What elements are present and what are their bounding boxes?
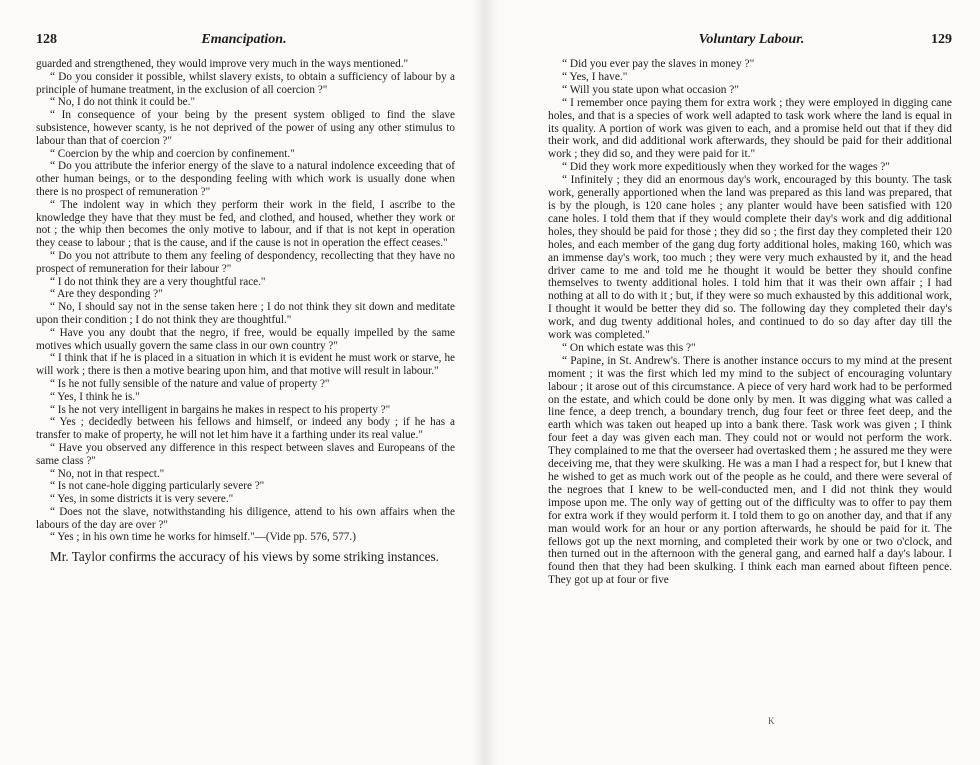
paragraph: “ Have you any doubt that the negro, if free, would be equally impelled by the same motives which usually govern the same class in our own country ?" [36,326,455,352]
right-page-body [548,58,952,587]
left-running-title: Emancipation. [201,32,287,47]
left-page [0,0,475,765]
right-page-number: 129 [930,32,952,47]
paragraph: “ I remember once paying them for extra work ; they were employed in digging cane holes, and that is a species of work well adapted to task work where the land is equal in its quality. A portion of work was given to each, and a promise held out that if they did their work, and did additional work afterwards, they should be paid for their additional work ; they did so, and they were paid for it." [548,96,952,161]
paragraph: “ I do not think they are a very thoughtful race." [50,275,266,288]
paragraph: “ No, I do not think it could be." [50,96,196,109]
paragraph: “ Papine, in St. Andrew's. There is another instance occurs to my mind at the present moment ; it was the first which led my mind to the subject of encouraging voluntary labour ; it arose out of this circumstance. A piece of very hard work had to be performed on the estate, and which could be done only by men. It was digging what was called a line fence, a deep trench, a boundary trench, dug four feet or three feet deep, and the earth which was taken out heaped up into a bank there. Task work was given ; I think four feet a day was given each man. They could not or would not perform the work. They complained to me that the overseer had overtasked them ; he assured me they were deceiving me, that they were skulking. He was a man I had a respect for, but I knew that he wished to get as much work out of the people as he could, and there were several of the negroes that I knew to be well-conducted men, and I did not think they would impose upon me. The only way of getting out of the difficulty was to offer to pay them for extra work if they would perform it. I told them to go on another day, and that if any man would work for an hour or any portion afterwards, he should be paid for it. The fellows got up the next morning, and completed their work by one or two o'clock, and then turned out in the afternoon with the general gang, and earned half a day's labour. I found then that they had been skulking. I think each man earned about fifteen pence. They got up at four or five [548,354,952,587]
signature-mark: K [768,716,775,726]
paragraph: “ Do you not attribute to them any feeling of despondency, recollecting that they have no prospect of remuneration for their labour ?" [36,249,455,275]
paragraph: “ Yes ; in his own time he works for himself."—(Vide pp. 576, 577.) [50,531,356,544]
paragraph: guarded and strengthened, they would improve very much in the ways mentioned." [36,58,409,70]
paragraph: “ Have you observed any difference in this respect between slaves and Europeans of the same class ?" [36,441,455,467]
paragraph: “ Did you ever pay the slaves in money ?" [562,58,755,70]
right-page [490,0,980,765]
paragraph: “ Infinitely ; they did an enormous day's work, encouraged by this bounty. The task work, generally apportioned when the land was prepared as this land was prepared, that is by the plough, is 120 cane holes ; any planter would have been satisfied with 120 cane holes. I told them that if they would complete their day's work and dig additional holes, they should be paid for those ; they did so ; the first day they completed their 120 holes, and each member of the gang dug forty additional holes, making 160, which was an immense day's work, too much ; they were very much exhausted by it, and the head driver came to me and told me he thought it would be better they should confine themselves to twenty additional holes. I told him that it was their own affair ; I had nothing at all to do with it ; but, if they were so much exhausted by this additional work, I thought it would be better they did so. The following day they completed their day's work, and dug twenty additional holes, and continued to do so day after day till the work was completed." [548,174,952,342]
paragraph: “ Is not cane-hole digging particularly severe ?" [50,480,265,493]
closing-paragraph: Mr. Taylor confirms the accuracy of his views by some striking instances. [50,549,439,565]
paragraph: “ On which estate was this ?" [562,341,696,354]
right-page-header [548,32,952,52]
paragraph: “ The indolent way in which they perform their work in the field, I ascribe to the knowledge they have that they must be fed, and clothed, and housed, whether they work or not ; the whip then becomes the only motive to labour, and if that is not kept in operation they cease to labour ; that is the cause, and if the cause is not in operation the effect ceases." [36,198,455,250]
paragraph: “ In consequence of your being by the present system obliged to find the slave subsistence, however scanty, is he not deprived of the power of using any other stimulus to labour than that of coercion ?" [36,109,455,147]
paragraph: “ Does not the slave, notwithstanding his diligence, attend to his own affairs when the labours of the day are over ?" [36,505,455,531]
paragraph: “ Yes, I think he is." [50,390,140,403]
paragraph: “ Do you attribute the inferior energy of the slave to a natural indolence exceeding that of other human beings, or to the desponding feeling with which work is usually done when there is no prospect of remuneration ?" [36,160,455,198]
paragraph: “ Yes ; decidedly between his fellows and himself, or indeed any body ; if he has a transfer to make of property, he will not let him have it a farthing under its real value." [36,416,455,442]
right-running-title: Voluntary Labour. [698,32,805,47]
paragraph: “ Yes, in some districts it is very severe." [50,493,234,506]
left-page-body [36,58,455,565]
paragraph: “ Is he not very intelligent in bargains he makes in respect to his property ?" [50,403,391,416]
paragraph: “ Are they desponding ?" [50,288,163,301]
left-page-header [36,32,455,52]
paragraph: “ Do you consider it possible, whilst slavery exists, to obtain a sufficiency of labour by a principle of humane treatment, in the exclusion of all coercion ?" [36,70,455,96]
paragraph: “ Coercion by the whip and coercion by confinement." [50,147,295,160]
left-page-number: 128 [36,32,57,47]
paragraph: “ Did they work more expeditiously when they worked for the wages ?" [562,161,890,174]
paragraph: “ No, not in that respect." [50,467,165,480]
paragraph: “ No, I should say not in the sense taken here ; I do not think they sit down and meditate upon their condition ; I do not think they are thoughtful." [36,301,455,326]
paragraph: “ Is he not fully sensible of the nature and value of property ?" [50,377,330,390]
paragraph: “ Yes, I have." [562,70,628,83]
paragraph: “ I think that if he is placed in a situation in which it is evident he must work or starve, he will work ; there is then a motive bearing upon him, and that motive will result in labour." [36,352,455,378]
paragraph: “ Will you state upon what occasion ?" [562,83,740,96]
